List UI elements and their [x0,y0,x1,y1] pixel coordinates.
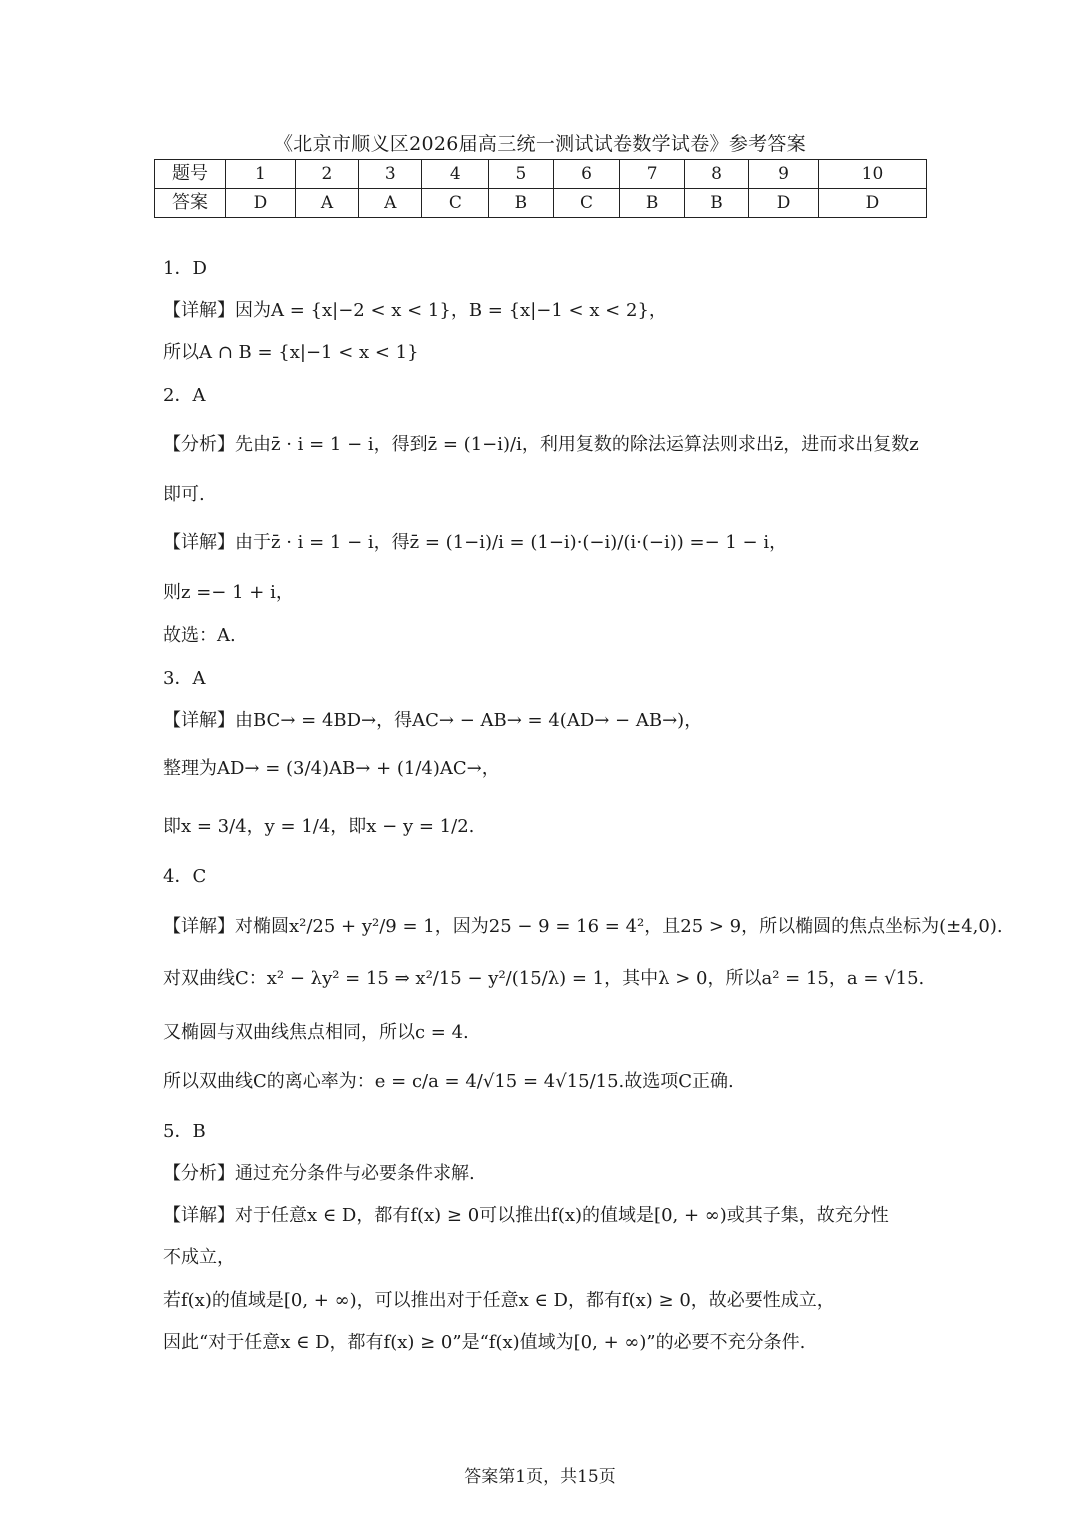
table-header-cell: 题号 [155,160,226,189]
question-3-heading: 3．A [163,668,206,689]
solution-line: 故选：A. [163,625,236,646]
answer-table [154,159,927,218]
solution-line: 整理为AD→ = (3/4)AB→ + (1/4)AC→， [163,758,500,779]
table-cell: D [226,189,296,218]
document-title: 《北京市顺义区2026届高三统一测试试卷数学试卷》参考答案 [273,133,807,155]
table-cell: A [359,189,422,218]
table-cell: 5 [489,160,553,189]
table-cell: 8 [684,160,748,189]
solution-line: 对双曲线C：x² − λy² = 15 ⇒ x²/15 − y²/(15/λ) = 1，其中λ > 0，所以a² = 15，a = √15. [163,968,925,989]
table-cell: D [749,189,819,218]
analysis-line: 【分析】通过充分条件与必要条件求解. [163,1163,475,1184]
table-cell: 10 [818,160,926,189]
table-cell: C [553,189,620,218]
table-cell: A [295,189,358,218]
question-1-heading: 1．D [163,258,207,279]
solution-line: 【详解】由BC→ = 4BD→，得AC→ − AB→ = 4(AD→ − AB→)， [163,710,703,731]
table-row-numbers [155,160,927,189]
solution-line: 【详解】对于任意x ∈ D，都有f(x) ≥ 0可以推出f(x)的值域是[0, + ∞)或其子集，故充分性 [163,1205,889,1226]
question-4-heading: 4．C [163,866,207,887]
solution-line: 【详解】因为A = {x|−2 < x < 1}，B = {x|−1 < x < 2}， [163,300,667,321]
table-cell: 1 [226,160,296,189]
solution-line: 【详解】由于z̄ · i = 1 − i，得z̄ = (1−i)/i = (1−i)·(−i)/(i·(−i)) =− 1 − i， [163,532,788,553]
table-cell: 3 [359,160,422,189]
solution-line: 则z =− 1 + i， [163,582,294,603]
analysis-line: 即可. [163,484,205,505]
table-row-answers [155,189,927,218]
analysis-line: 【分析】先由z̄ · i = 1 − i，得到z̄ = (1−i)/i，利用复数的除法运算法则求出z̄，进而求出复数z [163,434,919,455]
table-cell: C [422,189,489,218]
table-cell: 2 [295,160,358,189]
table-cell: D [818,189,926,218]
table-cell: B [620,189,684,218]
solution-line: 【详解】对椭圆x²/25 + y²/9 = 1，因为25 − 9 = 16 = 4²，且25 > 9，所以椭圆的焦点坐标为(±4,0). [163,916,1003,937]
table-cell: 7 [620,160,684,189]
page-footer: 答案第1页，共15页 [464,1467,616,1487]
solution-line: 所以A ∩ B = {x|−1 < x < 1} [163,342,419,363]
table-header-cell: 答案 [155,189,226,218]
solution-line: 即x = 3/4，y = 1/4，即x − y = 1/2. [163,816,475,837]
question-2-heading: 2．A [163,385,206,406]
solution-line: 不成立， [163,1247,235,1268]
solution-line: 若f(x)的值域是[0, + ∞)，可以推出对于任意x ∈ D，都有f(x) ≥ 0，故必要性成立， [163,1290,835,1311]
table-cell: 4 [422,160,489,189]
question-5-heading: 5．B [163,1121,206,1142]
solution-line: 所以双曲线C的离心率为：e = c/a = 4/√15 = 4√15/15.故选项C正确. [163,1071,734,1092]
table-cell: 9 [749,160,819,189]
table-cell: B [684,189,748,218]
solution-line: 因此“对于任意x ∈ D，都有f(x) ≥ 0”是“f(x)值域为[0, + ∞)”的必要不充分条件. [163,1332,806,1353]
table-cell: B [489,189,553,218]
table-cell: 6 [553,160,620,189]
solution-line: 又椭圆与双曲线焦点相同，所以c = 4. [163,1022,469,1043]
